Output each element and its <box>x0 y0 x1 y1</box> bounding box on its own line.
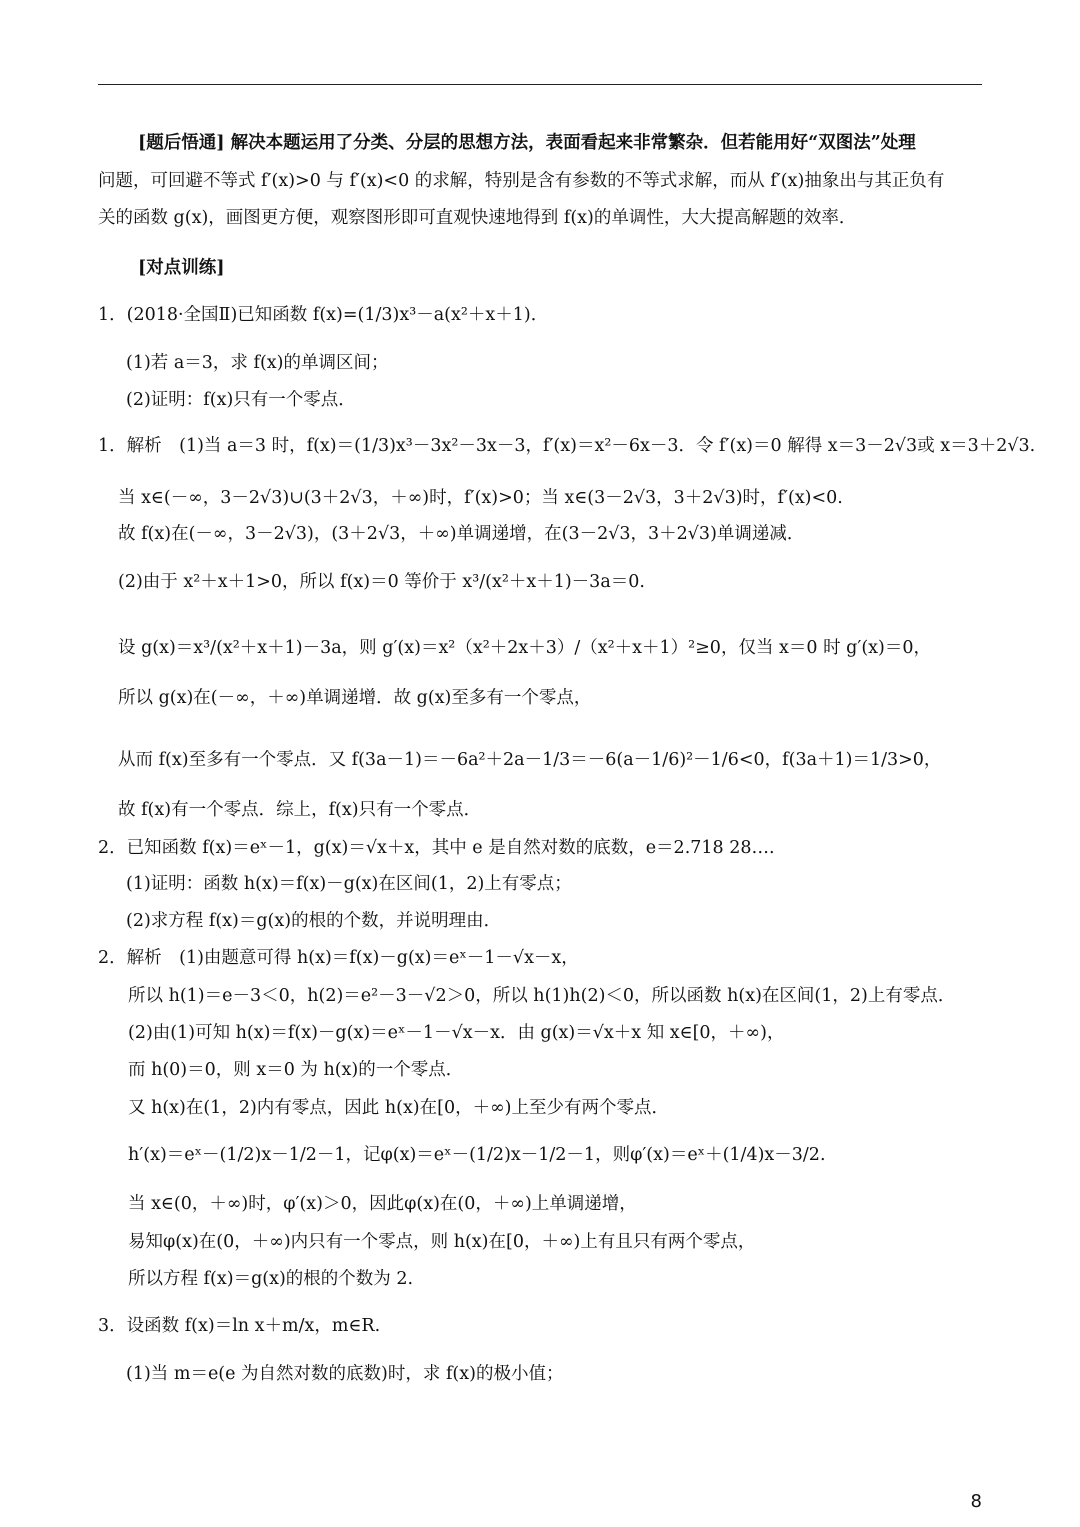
text-line: 当 x∈(0，＋∞)时，φ′(x)＞0，因此φ(x)在(0，＋∞)上单调递增， <box>128 1194 637 1214</box>
text-line: 故 f(x)有一个零点．综上，f(x)只有一个零点． <box>118 800 482 820</box>
text-line: (2)证明：f(x)只有一个零点． <box>126 390 356 410</box>
text-line: 所以方程 f(x)＝g(x)的根的个数为 2. <box>128 1269 414 1289</box>
text-line: (1)当 m＝e(e 为自然对数的底数)时，求 f(x)的极小值； <box>126 1364 564 1384</box>
header-rule <box>98 84 982 85</box>
text-line: h′(x)＝eˣ－(1/2)x－1/2－1，记φ(x)＝eˣ－(1/2)x－1/2－1，则φ′(x)＝eˣ＋(1/4)x－3/2. <box>128 1145 826 1165</box>
text-line: 2．已知函数 f(x)＝eˣ－1，g(x)＝√x＋x，其中 e 是自然对数的底数，e＝2.718 28…. <box>98 838 775 858</box>
text-line: [题后悟通] 解决本题运用了分类、分层的思想方法，表面看起来非常繁杂．但若能用好“双图法”处理 <box>138 133 916 153</box>
text-line: 1．解析 (1)当 a＝3 时，f(x)＝(1/3)x³－3x²－3x－3，f′(x)＝x²－6x－3．令 f′(x)＝0 解得 x＝3－2√3或 x＝3＋2√3. <box>98 436 1036 456</box>
text-line: 设 g(x)＝x³/(x²＋x＋1)－3a，则 g′(x)＝x²（x²＋2x＋3）/（x²＋x＋1）²≥0，仅当 x＝0 时 g′(x)＝0， <box>118 638 931 658</box>
text-line: 问题，可回避不等式 f′(x)>0 与 f′(x)<0 的求解，特别是含有参数的不等式求解，而从 f′(x)抽象出与其正负有 <box>98 171 945 191</box>
text-line: 2．解析 (1)由题意可得 h(x)＝f(x)－g(x)＝eˣ－1－√x－x， <box>98 948 579 968</box>
text-line: (2)由于 x²＋x＋1>0，所以 f(x)＝0 等价于 x³/(x²＋x＋1)－3a＝0. <box>118 572 645 592</box>
text-line: 故 f(x)在(－∞，3－2√3)，(3＋2√3，＋∞)单调递增，在(3－2√3，3＋2√3)单调递减． <box>118 524 805 544</box>
text-line: 又 h(x)在(1，2)内有零点，因此 h(x)在[0，＋∞)上至少有两个零点． <box>128 1098 670 1118</box>
page-number: 8 <box>970 1491 982 1512</box>
text-line: (1)若 a＝3，求 f(x)的单调区间； <box>126 353 389 373</box>
text-line: 1．(2018·全国Ⅱ)已知函数 f(x)=(1/3)x³－a(x²＋x＋1)． <box>98 305 549 325</box>
text-line: [对点训练] <box>138 258 225 278</box>
text-line: 所以 g(x)在(－∞，＋∞)单调递增．故 g(x)至多有一个零点， <box>118 688 592 708</box>
text-line: 当 x∈(－∞，3－2√3)∪(3＋2√3，＋∞)时，f′(x)>0；当 x∈(3－2√3，3＋2√3)时，f′(x)<0. <box>118 488 843 508</box>
text-line: 易知φ(x)在(0，＋∞)内只有一个零点，则 h(x)在[0，＋∞)上有且只有两个零点， <box>128 1232 756 1252</box>
text-line: 所以 h(1)＝e－3＜0，h(2)＝e²－3－√2＞0，所以 h(1)h(2)＜0，所以函数 h(x)在区间(1，2)上有零点． <box>128 986 956 1006</box>
text-line: 从而 f(x)至多有一个零点．又 f(3a－1)＝－6a²＋2a－1/3＝－6(a－1/6)²－1/6<0，f(3a＋1)＝1/3>0， <box>118 750 942 770</box>
text-line: 而 h(0)＝0，则 x＝0 为 h(x)的一个零点． <box>128 1060 464 1080</box>
text-line: 3．设函数 f(x)＝ln x＋m/x，m∈R. <box>98 1316 381 1336</box>
text-line: (2)由(1)可知 h(x)＝f(x)－g(x)＝eˣ－1－√x－x．由 g(x)＝√x＋x 知 x∈[0，＋∞)， <box>128 1023 785 1043</box>
text-line: (2)求方程 f(x)＝g(x)的根的个数，并说明理由． <box>126 911 502 931</box>
text-line: 关的函数 g(x)，画图更方便，观察图形即可直观快速地得到 f(x)的单调性，大大提高解题的效率． <box>98 208 857 228</box>
text-line: (1)证明：函数 h(x)＝f(x)－g(x)在区间(1，2)上有零点； <box>126 874 572 894</box>
